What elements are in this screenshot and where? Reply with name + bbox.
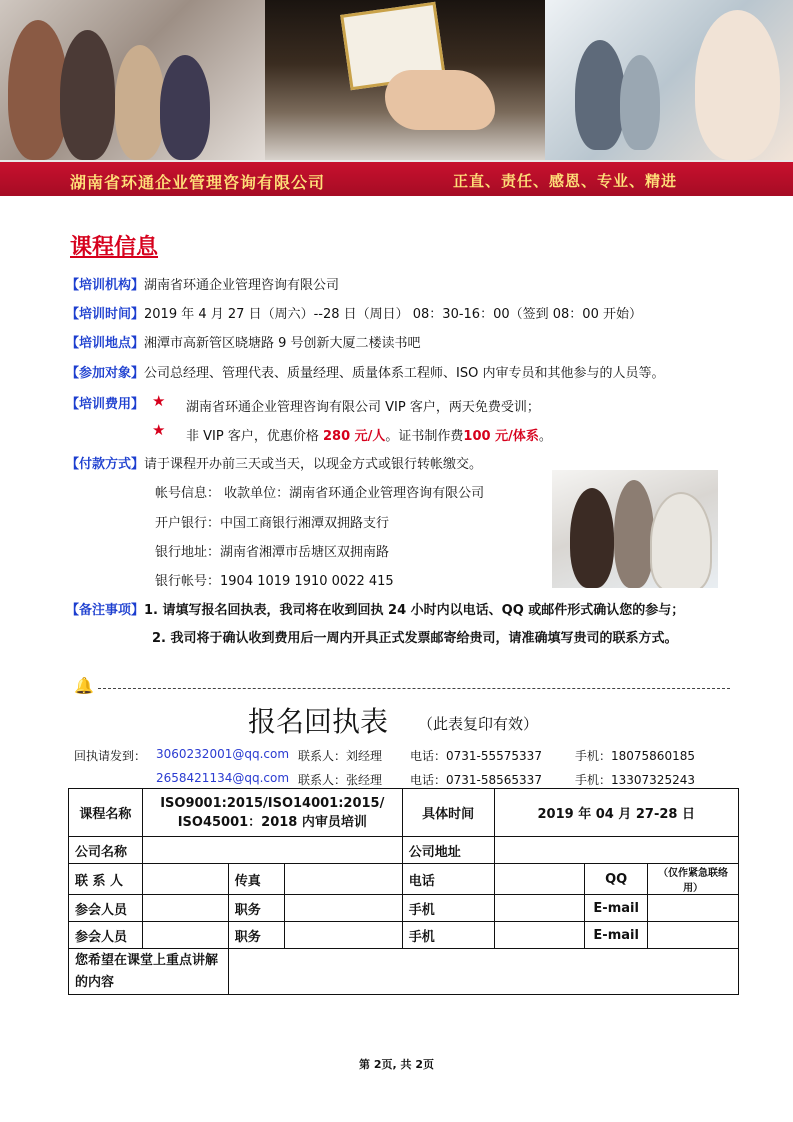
company-name-label: 公司名称: [69, 837, 143, 864]
info-place: [66, 332, 421, 351]
fee-price: 280 元/人: [322, 429, 386, 444]
banner-red-band: [0, 160, 793, 196]
business-woman-photo: [545, 0, 793, 160]
company-name: 湖南省环通企业管理咨询有限公司: [70, 173, 326, 192]
contact-person-2: 联系人：张经理: [298, 773, 383, 787]
email-input[interactable]: [648, 922, 739, 949]
phone-input[interactable]: [494, 864, 585, 895]
attendee-label: 参会人员: [69, 895, 143, 922]
contact-email-1[interactable]: 3060232001@qq.com: [156, 747, 290, 761]
date-label: 具体时间: [402, 789, 494, 837]
meeting-photo: [0, 0, 265, 160]
info-note-2: 2. 我司将于确认收到费用后一周内开具正式发票邮寄给贵司，请准确填写贵司的联系方式。: [152, 631, 678, 646]
info-place-value: 湘潭市高新管区晓塘路 9 号创新大厦二楼读书吧: [144, 336, 421, 351]
info-org-tag: 【培训机构】: [66, 278, 145, 293]
info-note-1: 1. 请填写报名回执表，我司将在收到回执 24 小时内以电话、QQ 或邮件形式确认您的参与；: [144, 603, 685, 618]
company-motto: 正直、责任、感恩、专业、精进: [453, 172, 678, 190]
mobile-label: 手机: [402, 922, 494, 949]
contact-phone-2: 电话：0731-58565337: [410, 773, 542, 787]
info-pay-value: 请于课程开办前三天或当天，以现金方式或银行转帐缴交。: [144, 457, 483, 472]
mobile-input[interactable]: [494, 895, 585, 922]
fee-line-1: 湖南省环通企业管理咨询有限公司 VIP 客户，两天免费受训；: [186, 400, 540, 415]
info-fee: [66, 393, 144, 412]
email-label: E-mail: [585, 895, 648, 922]
info-fee-tag: 【培训费用】: [66, 397, 145, 412]
email-label: E-mail: [585, 922, 648, 949]
mobile-label: 手机: [402, 895, 494, 922]
info-note: [66, 599, 684, 618]
fee-nonvip-text: 非 VIP 客户，优惠价格: [186, 429, 319, 444]
info-target-tag: 【参加对象】: [66, 366, 145, 381]
attendee-input[interactable]: [142, 895, 228, 922]
form-subtitle: （此表复印有效）: [418, 715, 539, 733]
info-target: [66, 362, 664, 381]
course-name-value: ISO9001:2015/ISO14001:2015/ ISO45001：2018 内审员培训: [142, 789, 402, 837]
info-target-value: 公司总经理、管理代表、质量经理、质量体系工程师、ISO 内审专员和其他参与的人员等。: [144, 366, 665, 381]
contact-mobile-2: 手机：13307325243: [575, 773, 695, 787]
company-name-input[interactable]: [142, 837, 402, 864]
wish-input[interactable]: [228, 949, 738, 995]
star-icon: ★: [152, 392, 166, 410]
mobile-input[interactable]: [494, 922, 585, 949]
qq-note: （仅作紧急联络用）: [648, 864, 739, 895]
fee-end: 。: [538, 429, 552, 444]
contact-label: 联 系 人: [69, 864, 143, 895]
info-place-tag: 【培训地点】: [66, 336, 145, 351]
account-info: 帐号信息： 收款单位：湖南省环通企业管理咨询有限公司: [155, 486, 485, 501]
email-input[interactable]: [648, 895, 739, 922]
attendee-input[interactable]: [142, 922, 228, 949]
date-value: 2019 年 04 月 27-28 日: [494, 789, 739, 837]
contact-mobile-1: 手机：18075860185: [575, 749, 695, 763]
bank-address: 银行地址：湖南省湘潭市岳塘区双拥南路: [155, 545, 390, 560]
position-label: 职务: [228, 922, 284, 949]
banner-photo-strip: [0, 0, 793, 160]
star-icon: ★: [152, 421, 166, 439]
wish-label: 您希望在课堂上重点讲解的内容: [69, 949, 229, 995]
attendee-label: 参会人员: [69, 922, 143, 949]
fax-label: 传真: [228, 864, 284, 895]
section-title: 课程信息: [70, 235, 159, 260]
bell-icon: 🔔: [74, 676, 94, 695]
course-name-label: 课程名称: [69, 789, 143, 837]
info-time-tag: 【培训时间】: [66, 307, 145, 322]
office-team-photo: [552, 470, 718, 588]
position-input[interactable]: [284, 922, 402, 949]
contact-phone-1: 电话：0731-55575337: [410, 749, 542, 763]
info-org-value: 湖南省环通企业管理咨询有限公司: [144, 278, 340, 293]
phone-label: 电话: [402, 864, 494, 895]
bank-account-number: 银行帐号：1904 1019 1910 0022 415: [155, 574, 394, 589]
company-address-label: 公司地址: [402, 837, 494, 864]
contact-email-2[interactable]: 2658421134@qq.com: [156, 771, 290, 785]
bank-name: 开户银行：中国工商银行湘潭双拥路支行: [155, 516, 390, 531]
registration-form-table: [68, 788, 739, 995]
qq-label: QQ: [585, 864, 648, 895]
position-input[interactable]: [284, 895, 402, 922]
form-title: 报名回执表: [248, 705, 389, 738]
send-to-label: 回执请发到：: [74, 749, 147, 763]
contact-input[interactable]: [142, 864, 228, 895]
info-org: [66, 274, 339, 293]
position-label: 职务: [228, 895, 284, 922]
info-time-value: 2019 年 4 月 27 日（周六）--28 日（周日） 08：30-16：00（签到 08：00 开始）: [144, 307, 642, 322]
dashed-divider: [98, 688, 730, 689]
info-pay: [66, 453, 482, 472]
page-footer: 第 2页, 共 2页: [359, 1058, 434, 1071]
info-note-tag: 【备注事项】: [66, 603, 145, 618]
fax-input[interactable]: [284, 864, 402, 895]
info-pay-tag: 【付款方式】: [66, 457, 145, 472]
header-banner: [0, 0, 793, 196]
company-address-input[interactable]: [494, 837, 739, 864]
fee-cert-price: 100 元/体系: [463, 429, 539, 444]
fee-cert-text: 。证书制作费: [385, 429, 464, 444]
handshake-photo: [265, 0, 545, 160]
contact-person-1: 联系人：刘经理: [298, 749, 383, 763]
info-time: [66, 303, 642, 322]
fee-line-2: [186, 425, 552, 444]
